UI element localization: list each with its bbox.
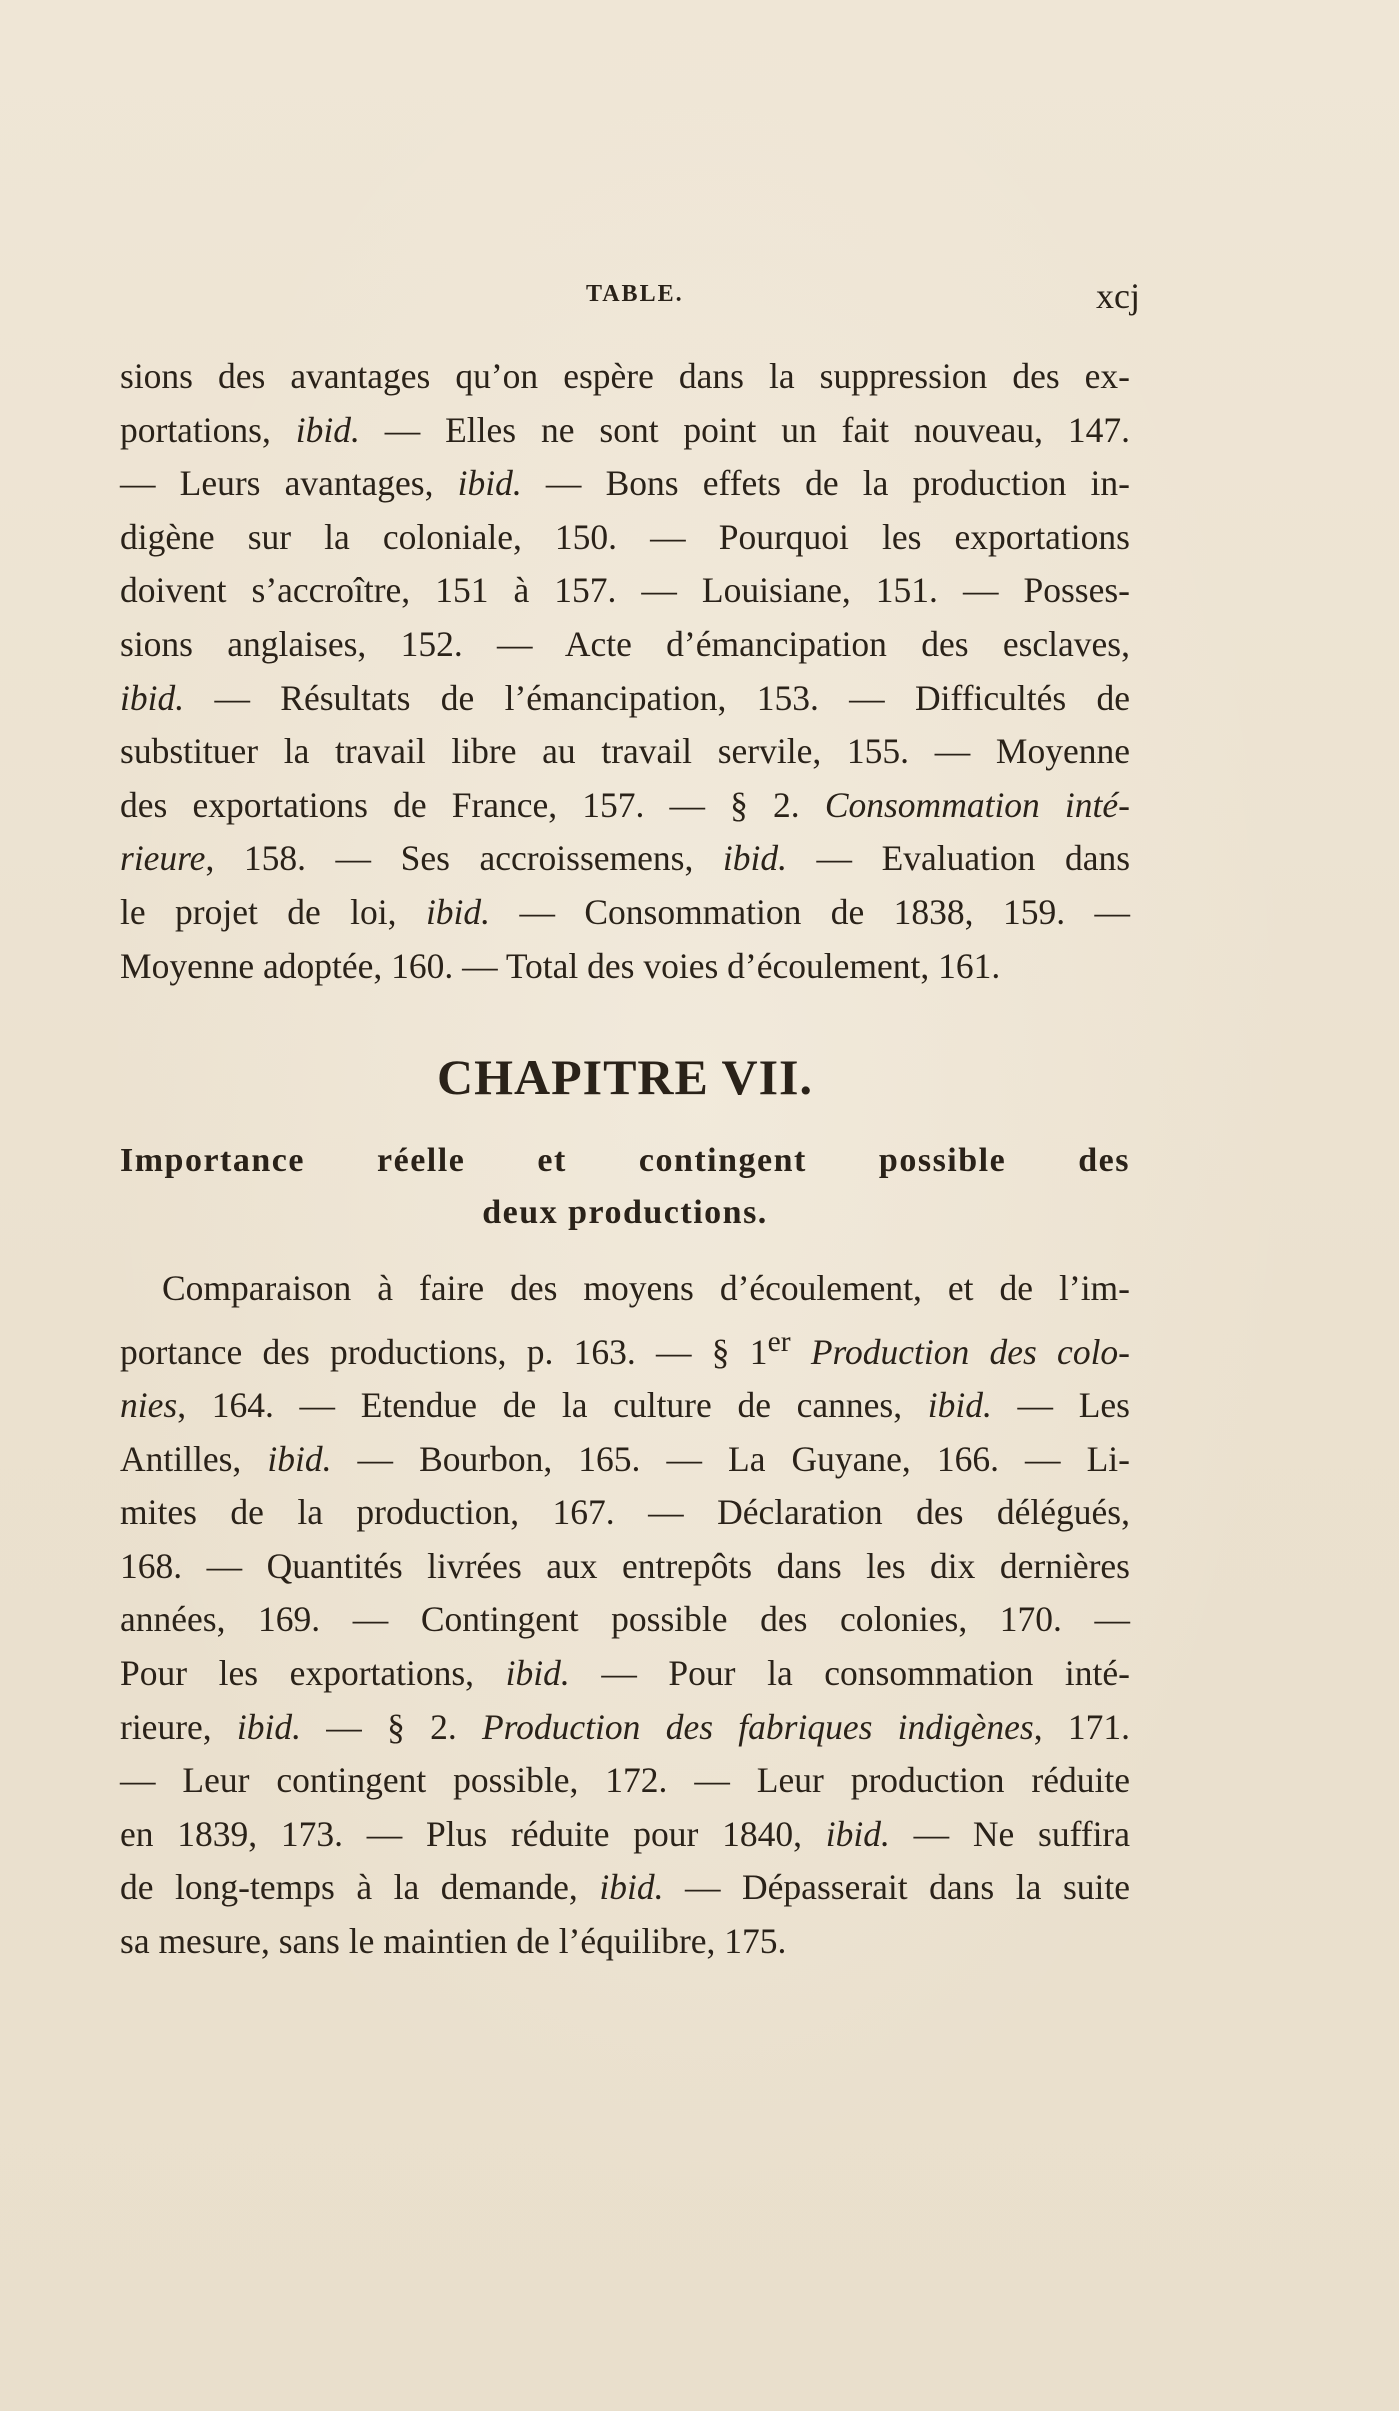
text-line: Moyenne adoptée, 160. — Total des voies d’écoulement, 161. [120,945,1001,986]
text-line: ibid. — Résultats de l’émancipation, 153. — Difficultés de [120,677,1130,718]
text-line: nies, 164. — Etendue de la culture de cannes, ibid. — Les [120,1385,1130,1426]
text-line: doivent s’accroître, 151 à 157. — Louisiane, 151. — Posses- [120,570,1130,611]
text-line: substituer la travail libre au travail servile, 155. — Moyenne [120,731,1130,772]
text-line: 168. — Quantités livrées aux entrepôts dans les dix dernières [120,1545,1130,1586]
subtitle-line: deux productions. [482,1194,768,1231]
text-line: rieure, 158. — Ses accroissemens, ibid. — Evaluation dans [120,838,1131,879]
chapter-subtitle [120,1135,1130,1239]
text-line: portance des productions, p. 163. — § 1er Production des colo- [120,1325,1131,1372]
text-line: rieure, ibid. — § 2. Production des fabriques indigènes, 171. [120,1706,1131,1747]
text-line: en 1839, 173. — Plus réduite pour 1840, ibid. — Ne suffira [120,1813,1131,1854]
text-line: — Leurs avantages, ibid. — Bons effets de la production in- [120,463,1130,504]
text-line: portations, ibid. — Elles ne sont point un fait nouveau, 147. [120,409,1131,450]
chapter-entry-paragraph [120,1262,1130,1969]
text-line: mites de la production, 167. — Déclaration des délégués, [120,1492,1130,1533]
text-line: Pour les exportations, ibid. — Pour la consommation inté- [120,1652,1130,1693]
text-line: de long-temps à la demande, ibid. — Dépasserait dans la suite [120,1867,1130,1908]
text-line: des exportations de France, 157. — § 2. Consommation inté- [120,784,1130,825]
chapter-title: CHAPITRE VII. [436,1049,814,1105]
text-line: — Leur contingent possible, 172. — Leur production réduite [120,1760,1130,1801]
text-line: sa mesure, sans le maintien de l’équilibre, 175. [120,1920,787,1961]
text-line: Comparaison à faire des moyens d’écoulement, et de l’im- [162,1268,1130,1308]
text-line: Antilles, ibid. — Bourbon, 165. — La Guyane, 166. — Li- [120,1438,1130,1479]
page-number: xcj [1096,276,1140,316]
continued-entry-paragraph [120,350,1130,993]
text-line: années, 169. — Contingent possible des colonies, 170. — [120,1599,1130,1640]
text-line: sions anglaises, 152. — Acte d’émancipation des esclaves, [120,623,1130,664]
text-line: sions des avantages qu’on espère dans la suppression des ex- [120,356,1130,396]
running-title: TABLE. [586,281,684,307]
text-line: digène sur la coloniale, 150. — Pourquoi les exportations [120,516,1130,557]
running-head [120,276,1140,321]
subtitle-line: Importance réelle et contingent possible des [120,1142,1130,1179]
text-line: le projet de loi, ibid. — Consommation de 1838, 159. — [120,891,1130,932]
